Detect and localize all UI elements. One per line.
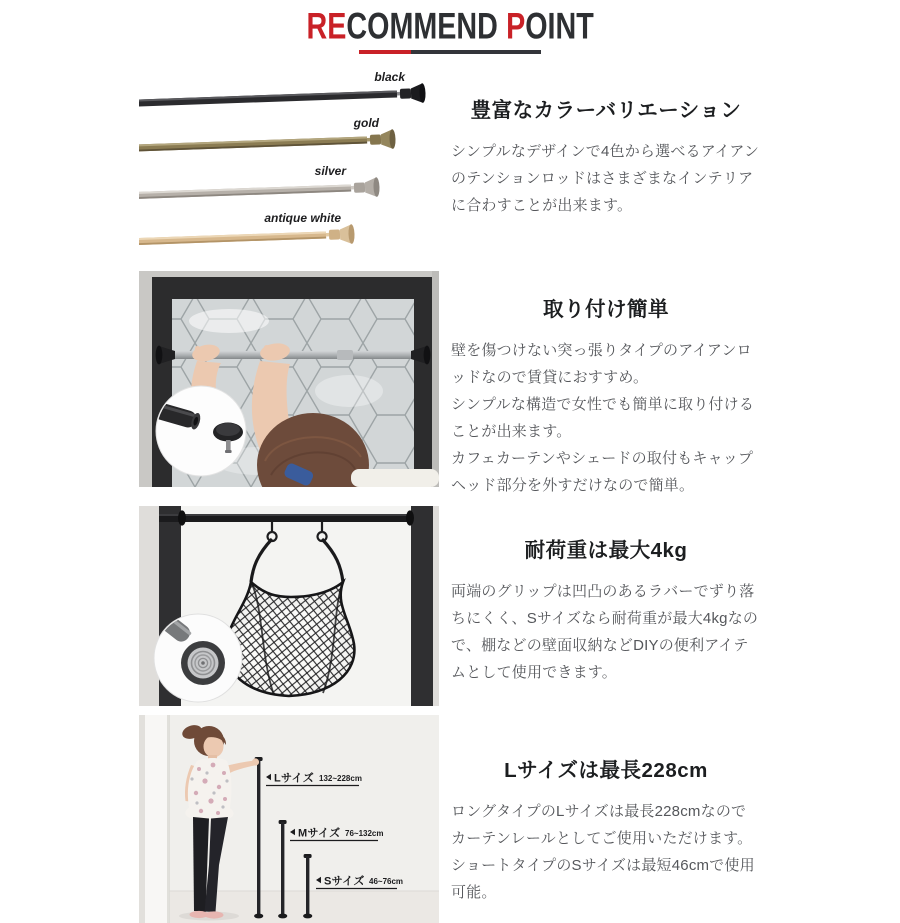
page-title — [306, 6, 593, 48]
size-comparison-photo — [139, 715, 439, 923]
underline-dark-segment — [411, 50, 541, 54]
underline-red-segment — [359, 50, 411, 54]
installation-photo — [139, 271, 439, 487]
section-color-variation-text — [439, 67, 761, 219]
body-paragraph: ショートタイプのSサイズは最短46cmで使用可能。 — [451, 857, 755, 901]
section-body — [451, 138, 761, 219]
window-install-illustration — [139, 271, 439, 487]
recommend-point-page — [139, 0, 761, 923]
title-underline — [359, 50, 541, 54]
page-header — [139, 6, 761, 54]
section-max-load — [139, 506, 761, 706]
net-bag-photo — [139, 506, 439, 706]
title-p: P — [505, 6, 526, 47]
right-frame-bar — [411, 506, 433, 706]
rods-illustration — [139, 67, 439, 252]
svg-text:46~76cm: 46~76cm — [369, 877, 404, 886]
rod-label-silver: silver — [314, 164, 346, 178]
section-title: 豊富なカラーバリエーション — [470, 99, 742, 122]
rod-label-gold: gold — [353, 116, 379, 130]
section-title: Lサイズは最長228cm — [504, 759, 708, 782]
rod-label-antique-white: antique white — [264, 211, 341, 225]
section-sizes-text — [439, 715, 761, 906]
title-oint: OINT — [525, 6, 594, 47]
section-easy-install-text — [439, 271, 761, 499]
svg-text:132~228cm: 132~228cm — [319, 774, 362, 783]
section-sizes — [139, 715, 761, 923]
rod-label-black: black — [374, 70, 405, 84]
section-body — [451, 578, 761, 686]
section-body — [451, 337, 761, 499]
body-paragraph: ロングタイプのLサイズは最長228cmなのでカーテンレールとしてご使用いただけます。 — [451, 803, 753, 847]
title-commend: COMMEND — [346, 6, 498, 47]
svg-text:76~132cm: 76~132cm — [345, 829, 384, 838]
svg-text:Sサイズ: Sサイズ — [324, 875, 365, 888]
section-max-load-text — [439, 506, 761, 686]
section-body — [451, 798, 761, 906]
title-re: RE — [306, 6, 347, 47]
section-title: 耐荷重は最大4kg — [524, 539, 688, 562]
svg-text:Lサイズ: Lサイズ — [274, 772, 315, 785]
section-easy-install — [139, 271, 761, 499]
color-variation-photo — [139, 67, 439, 252]
net-bag-illustration — [139, 506, 439, 706]
lace-shoulder — [351, 469, 439, 487]
size-comparison-illustration — [139, 715, 439, 923]
body-paragraph: カフェカーテンやシェードの取付もキャップヘッド部分を外すだけなので簡単。 — [451, 450, 754, 494]
body-paragraph: シンプルな構造で女性でも簡単に取り付けることが出来ます。 — [451, 396, 755, 440]
section-title: 取り付け簡単 — [543, 298, 669, 321]
body-paragraph: 両端のグリップは凹凸のあるラバーでずり落ちにくく、Sサイズなら耐荷重が最大4kgなので、棚などの壁面収納などDIYの便利アイテムとして使用できます。 — [451, 583, 759, 681]
section-color-variation — [139, 67, 761, 252]
body-paragraph: シンプルなデザインで4色から選べるアイアンのテンションロッドはさまざまなインテリアに合わすことが出来ます。 — [451, 143, 760, 214]
svg-text:Mサイズ: Mサイズ — [298, 827, 341, 840]
body-paragraph: 壁を傷つけない突っ張りタイプのアイアンロッドなので賃貸におすすめ。 — [451, 342, 752, 386]
